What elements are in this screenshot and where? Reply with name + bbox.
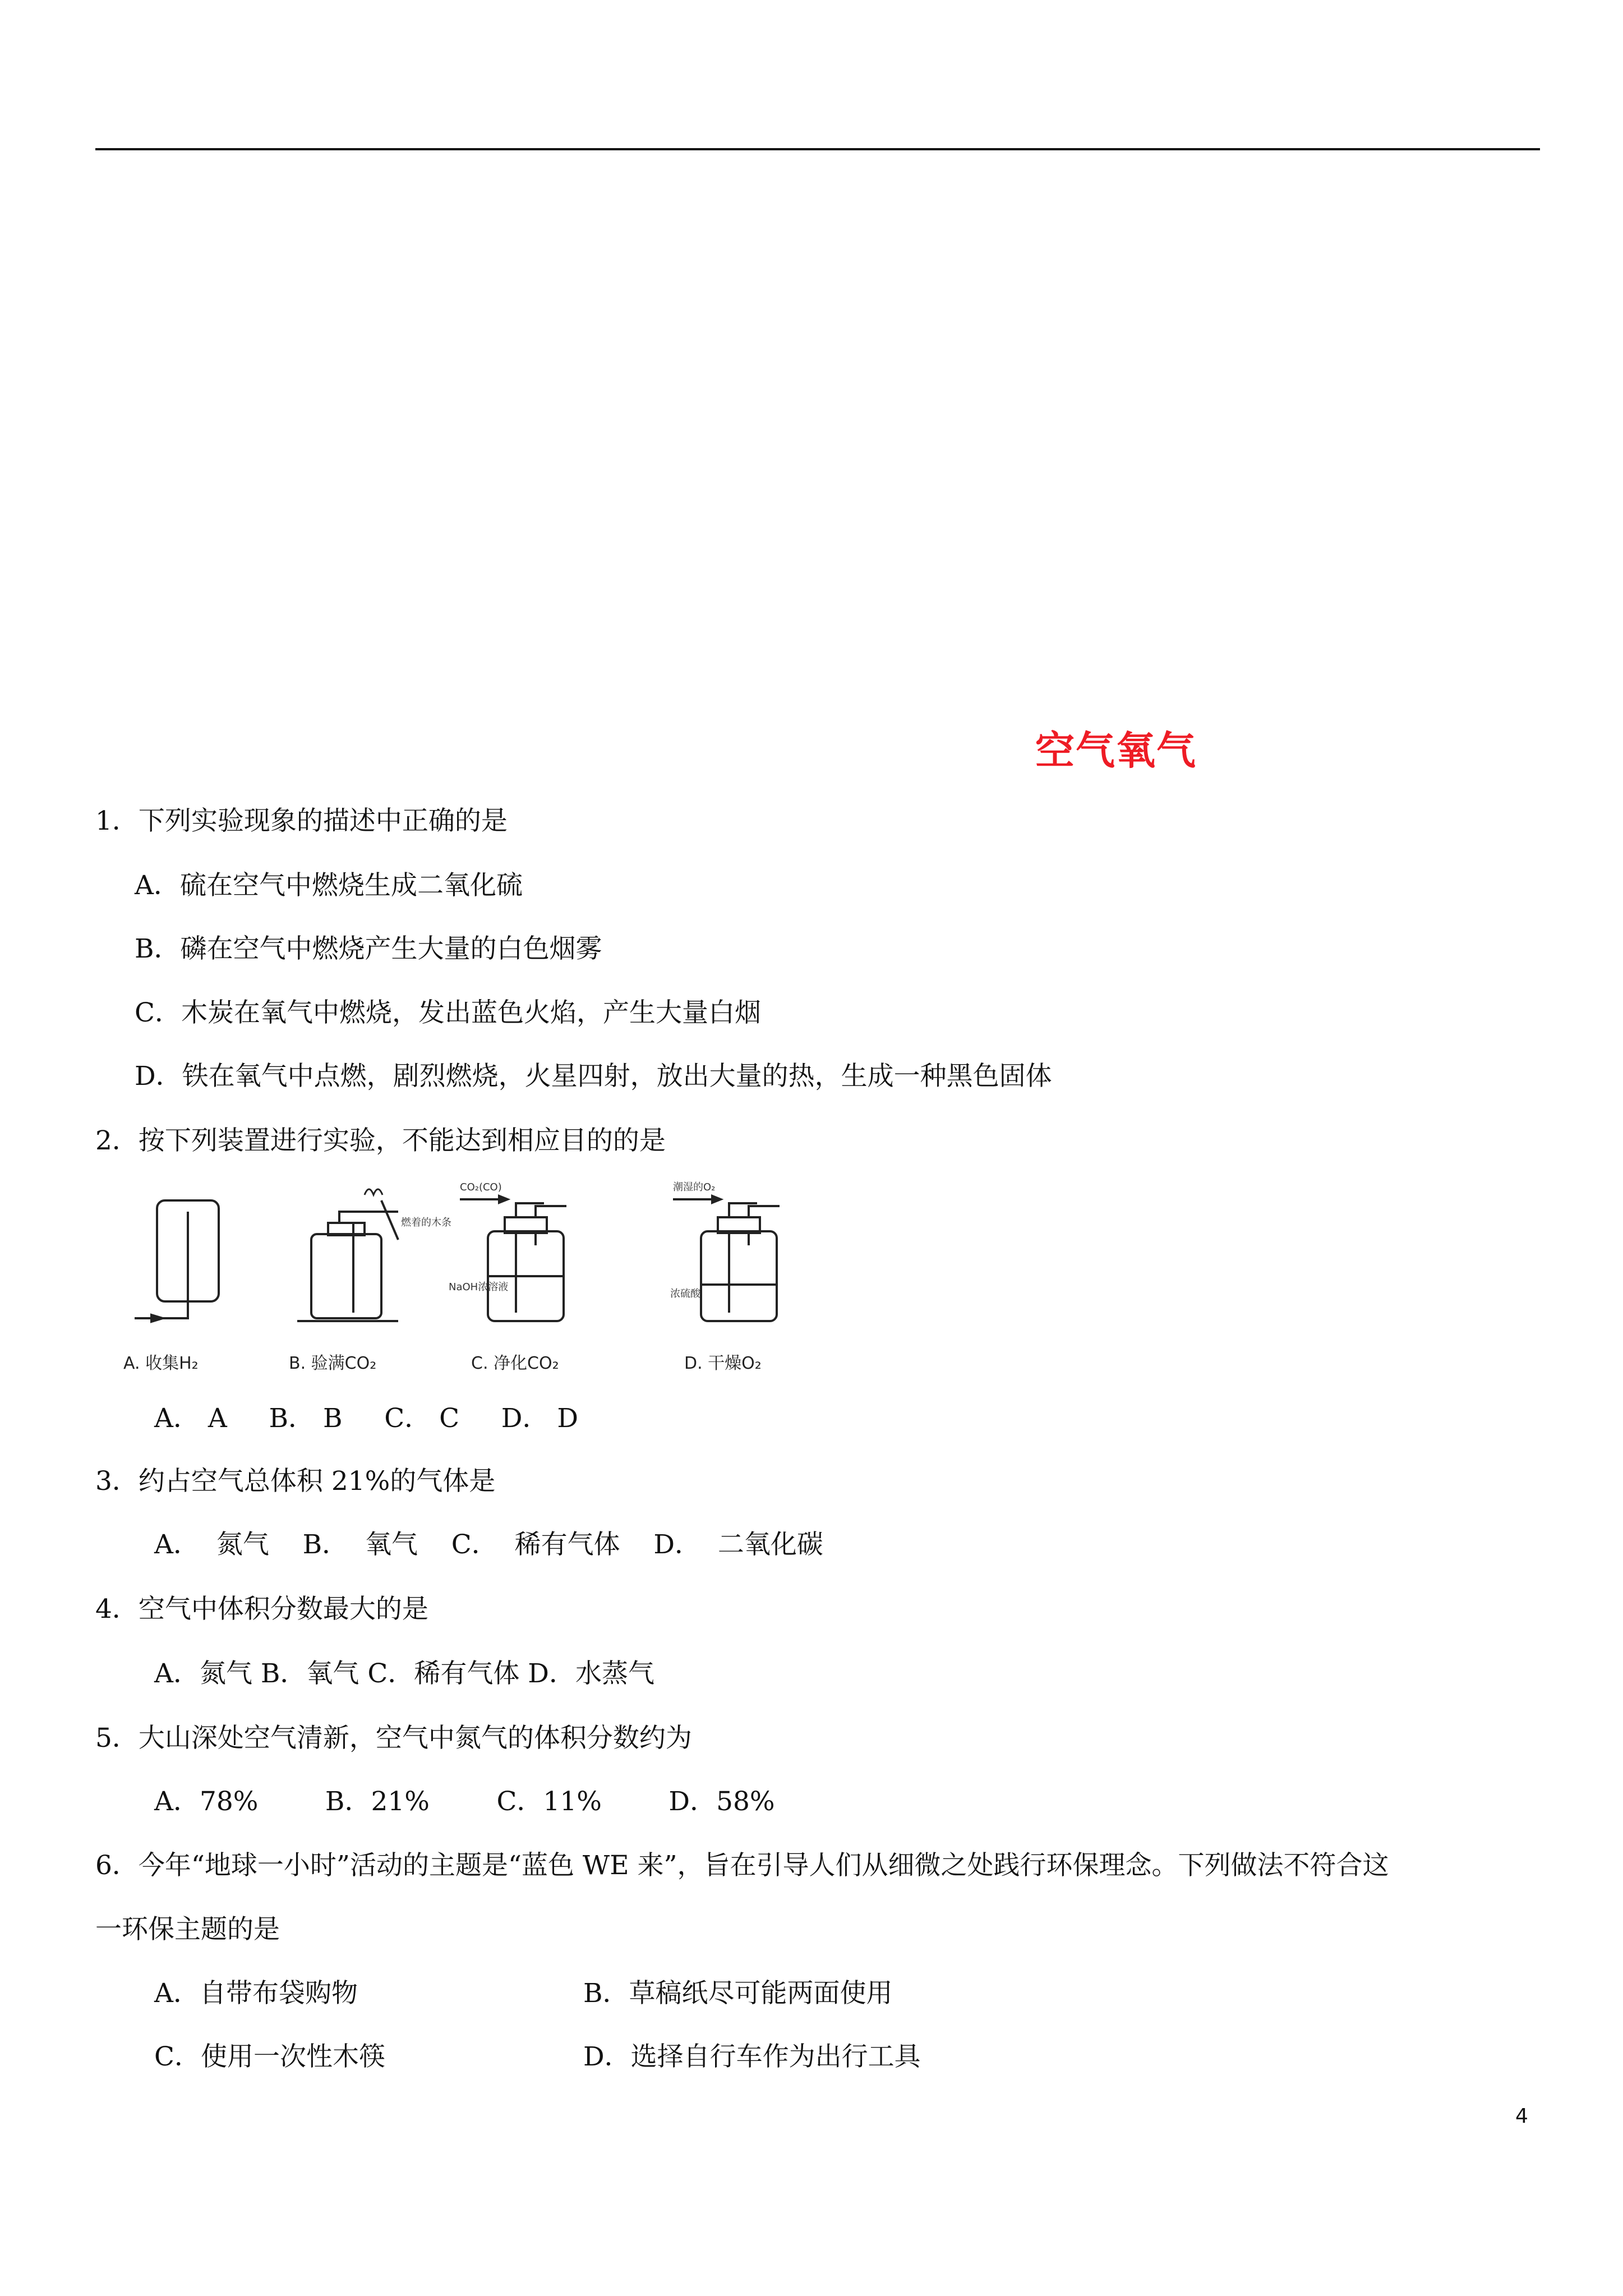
figure-label-b: 燃着的木条 [401, 1217, 451, 1228]
page-title: 空气氧气 [1035, 728, 1197, 774]
question-1-option-b: B．磷在空气中燃烧产生大量的白色烟雾 [135, 933, 602, 964]
question-1-option-d: D．铁在氧气中点燃，剧烈燃烧，火星四射，放出大量的热，生成一种黑色固体 [135, 1061, 1052, 1092]
question-6-option-a: A．自带布袋购物 [154, 1978, 358, 2009]
page-number: 4 [1515, 2105, 1528, 2128]
question-5-stem: 5．大山深处空气清新，空气中氮气的体积分数约为 [95, 1723, 692, 1754]
apparatus-c [460, 1196, 566, 1321]
figure-caption-d: D. 干燥O₂ [684, 1354, 762, 1373]
question-2-options: A． A B． B C． C D． D [154, 1403, 579, 1434]
apparatus-a [135, 1200, 219, 1322]
question-4-options: A．氮气 B．氧气 C．稀有气体 D．水蒸气 [154, 1658, 654, 1689]
question-5-options: A．78% B．21% C．11% D．58% [154, 1786, 775, 1817]
question-6-option-c: C．使用一次性木筷 [154, 2041, 385, 2072]
question-3-stem: 3．约占空气总体积 21%的气体是 [95, 1466, 496, 1497]
figure-label-d-gas: 潮湿的O₂ [673, 1181, 716, 1193]
question-6-option-d: D．选择自行车作为出行工具 [583, 2041, 921, 2072]
question-6-stem-line-1: 6．今年“地球一小时”活动的主题是“蓝色 WE 来”，旨在引导人们从细微之处践行环保理念。下列做法不符合这 [95, 1850, 1389, 1881]
apparatus-diagram [118, 1178, 914, 1380]
header-rule [95, 148, 1540, 150]
question-4-stem: 4．空气中体积分数最大的是 [95, 1594, 428, 1625]
question-1-option-c: C．木炭在氧气中燃烧，发出蓝色火焰，产生大量白烟 [135, 997, 761, 1028]
apparatus-b [297, 1189, 398, 1321]
question-1-stem: 1．下列实验现象的描述中正确的是 [95, 806, 508, 836]
question-1-option-a: A．硫在空气中燃烧生成二氧化硫 [135, 870, 523, 901]
figure-label-d-liquid: 浓硫酸 [670, 1288, 700, 1300]
apparatus-d [673, 1196, 780, 1321]
apparatus-figure [118, 1178, 914, 1380]
question-6-option-b: B．草稿纸尽可能两面使用 [583, 1978, 893, 2009]
figure-caption-a: A. 收集H₂ [123, 1354, 199, 1373]
question-3-options: A． 氮气 B． 氧气 C． 稀有气体 D． 二氧化碳 [154, 1529, 823, 1560]
figure-label-c-liquid: NaOH浓溶液 [449, 1281, 509, 1293]
figure-caption-b: B. 验满CO₂ [289, 1354, 377, 1373]
figure-caption-c: C. 净化CO₂ [471, 1354, 559, 1373]
question-6-stem-line-2: 一环保主题的是 [95, 1914, 280, 1945]
figure-label-c-gas: CO₂(CO) [460, 1181, 502, 1193]
question-2-stem: 2．按下列装置进行实验，不能达到相应目的的是 [95, 1125, 666, 1156]
